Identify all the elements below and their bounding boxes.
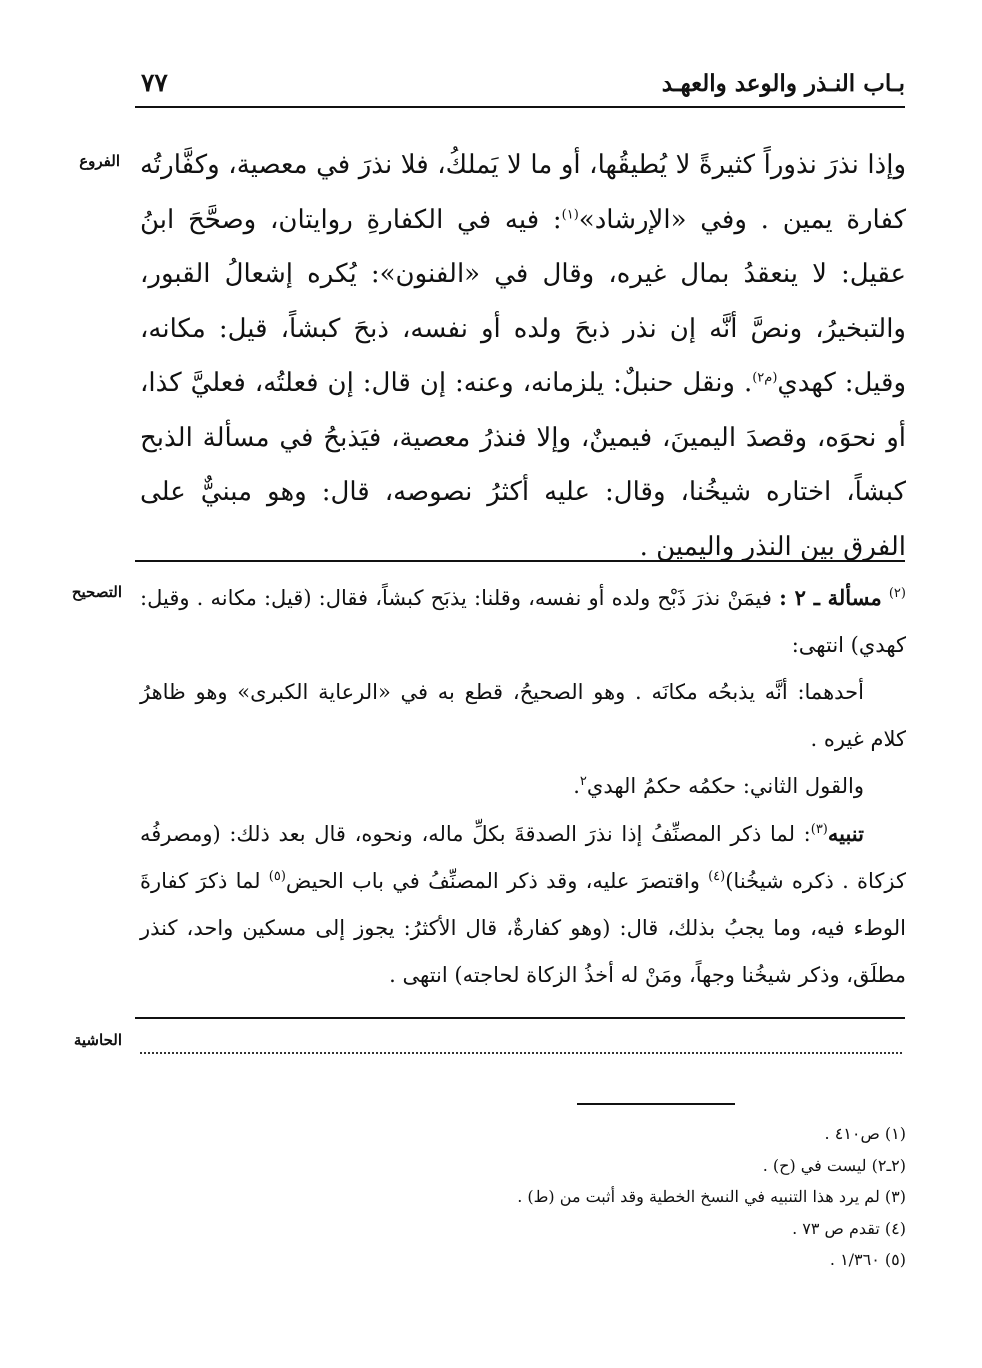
footnote-rule	[577, 1103, 735, 1105]
tashih-text-2: أحدهما: أنَّه يذبحُه مكانَه . وهو الصحيحُ، قطع به في «الرعاية الكبرى» وهو ظاهرُ كلام غيره .	[140, 680, 906, 751]
footnote-item: (٥) ١/٣٦٠ .	[829, 1250, 906, 1269]
tashih-paragraph	[140, 574, 906, 669]
footnote-item: (١) ص٤١٠ .	[824, 1124, 906, 1143]
footnote-ref-2-end: ٢	[579, 774, 587, 789]
tashih-block	[140, 574, 906, 999]
divider-rule	[135, 560, 905, 562]
footnote-ref-5: (٥)	[268, 869, 286, 884]
footnote-item: (٢ـ٢) ليست في (ح) .	[762, 1155, 906, 1175]
tashih-text-3-end: .	[573, 774, 580, 798]
running-title: بـاب النـذر والوعد والعهـد	[661, 70, 905, 97]
section-label-hashiya: الحاشية	[73, 1031, 122, 1049]
tashih-text-4c: لما ذكرَ كفارةَ الوطء فيه، وما يجبُ بذلك، قال: (وهو كفارةٌ، قال الأكثرُ: يجوز إلى مسكين واحد، كنذر مطلَق، وذكر شيخُنا وجهاً، ومَنْ له أخذُ الزكاة لحاجته) انتهى .	[140, 869, 906, 987]
main-text-part-2: : فيه في الكفارةِ روايتان، وصحَّحَ ابنُ عقيل: لا ينعقدُ بمال غيره، وقال في «الفنون»: يُكره إشعالُ القبور، والتبخيرُ، ونصَّ أنَّه إن نذر ذبحَ ولده أو نفسه، ذبحَ كبشاً، قيل: مكانه، وقيل: كهدي	[140, 204, 907, 398]
divider-rule	[135, 1017, 905, 1019]
masala-label: مسألة ـ ٢ :	[779, 585, 882, 610]
header-rule	[135, 106, 905, 108]
tanbih-label: تنبيه	[827, 821, 864, 846]
tashih-text-3: والقول الثاني: حكمُه حكمُ الهدي	[586, 774, 864, 798]
section-label-furu: الفروع	[79, 152, 120, 170]
tashih-text-4a: : لما ذكر المصنِّفُ إذا نذرَ الصدقةَ بكلِّ ماله، ونحوه، قال بعد ذلك: (ومصرفُه كزكاة . ذكره شيخُنا)	[140, 822, 906, 893]
main-text-part-1: وإذا نذرَ نذوراً كثيرةً لا يُطيقُها، أو ما لا يَملكُ، فلا نذرَ في معصية، وكفَّارتُه كفارة يمين . وفي «الإرشاد»	[140, 150, 906, 235]
footnotes	[420, 1118, 906, 1276]
page-number: ٧٧	[141, 68, 168, 97]
footnote-ref-1: (١)	[561, 206, 579, 222]
footnote-item: (٤) تقدم ص ٧٣ .	[792, 1218, 906, 1238]
footnote-ref-2: (٢)	[888, 586, 906, 601]
page-header	[135, 70, 905, 104]
tashih-paragraph	[140, 669, 906, 763]
footnote-ref-4: (٤)	[708, 869, 726, 884]
dotted-line	[140, 1052, 902, 1054]
main-text-part-3: . ونقل حنبلٌ: يلزمانه، وعنه: إن قال: إن فعلتُه، فعليَّ كذا، أو نحوَه، وقصدَ اليمينَ، فيمينٌ، وإلا فنذرُ معصية، فيَذبحُ في مسألة الذبح كبشاً، اختاره شيخُنا، وقال: عليه أكثرُ نصوصه، قال: وهو مبنيٌّ على الفرق بين النذر واليمين .	[140, 368, 906, 562]
footnote-ref-m2: (م٢)	[752, 370, 778, 386]
tashih-text-4b: واقتصرَ عليه، وقد ذكر المصنِّفُ في باب الحيض	[285, 869, 700, 893]
footnote-ref-3: (٣)	[810, 822, 828, 837]
tashih-paragraph	[140, 763, 906, 810]
section-label-tashih: التصحيح	[71, 583, 122, 601]
tashih-paragraph	[140, 810, 906, 999]
main-text	[140, 138, 906, 574]
tashih-text-1: فيمَنْ نذرَ ذَبْح ولده أو نفسه، وقلنا: يذبَح كبشاً، فقال: (قيل: مكانه . وقيل: كهدي) انتهى:	[140, 586, 906, 657]
footnote-item: (٣) لم يرد هذا التنبيه في النسخ الخطية وقد أثبت من (ط) .	[517, 1187, 906, 1206]
